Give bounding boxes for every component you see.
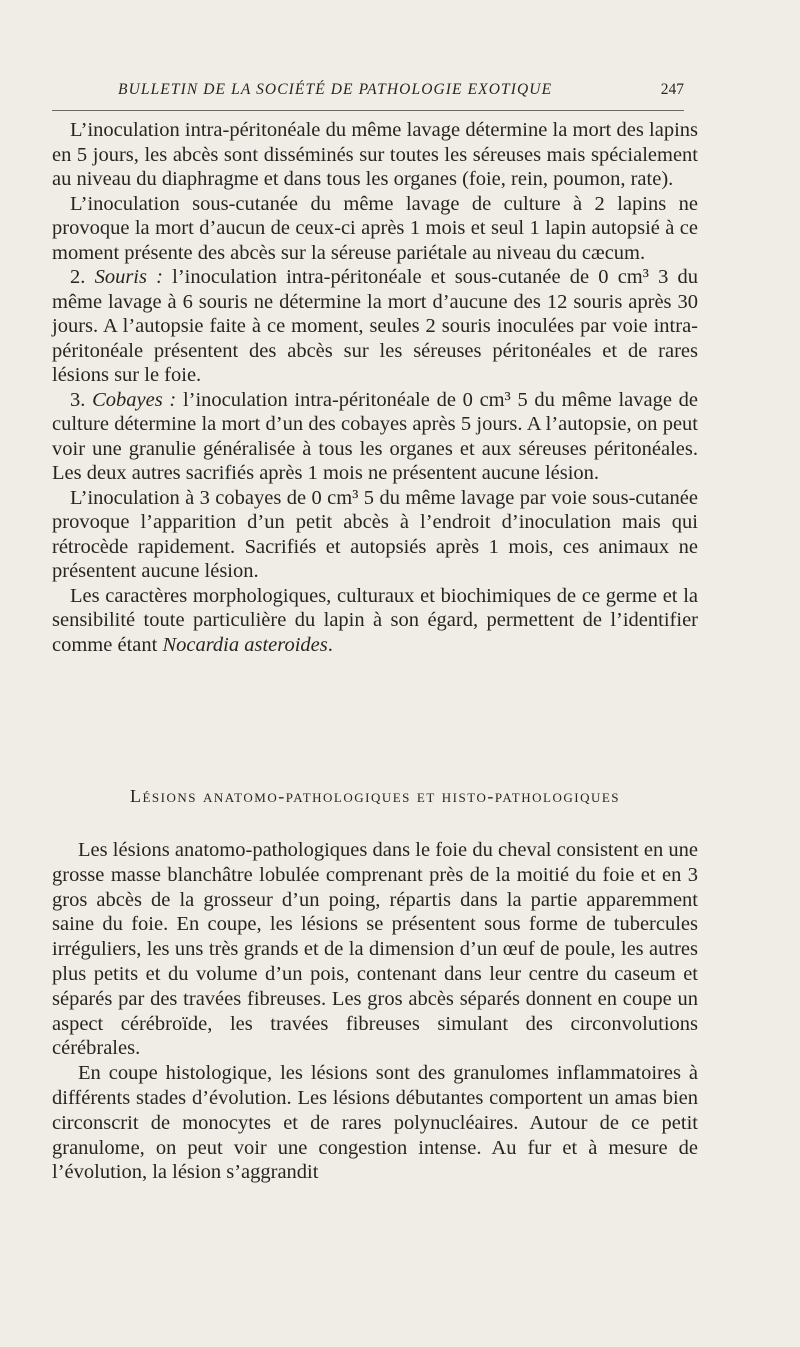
body-text-top: [52, 118, 698, 657]
section-heading: Lésions anatomo-pathologiques et histo-pathologiques: [129, 786, 621, 806]
paragraph-souris: [52, 265, 698, 388]
item-text: l’inoculation intra-péritonéale de 0 cm³ 5 du même lavage de culture détermine la mort d’un des cobayes après 5 jours. A l’autopsie, on peut voir une granulie généralisée à tous les organes et aux séreuses péritonéales. Les deux autres sacrifiés après 1 mois ne présentent aucune lésion.: [52, 388, 698, 484]
running-head: BULLETIN DE LA SOCIÉTÉ DE PATHOLOGIE EXOTIQUE: [118, 81, 553, 98]
paragraph: L’inoculation intra-péritonéale du même lavage détermine la mort des lapins en 5 jours, les abcès sont disséminés sur toutes les séreuses mais spécialement au niveau du diaphragme et dans tous les organes (foie, rein, poumon, rate).: [52, 119, 698, 190]
paragraph: En coupe histologique, les lésions sont des granulomes inflammatoires à différents stades d’évolution. Les lésions débutantes comportent un amas bien circonscrit de monocytes et de rares polynucléaires. Autour de ce petit granulome, on peut voir une congestion intense. Au fur et à mesure de l’évolution, la lésion s’aggrandit: [52, 1062, 698, 1184]
item-number: 2.: [70, 266, 86, 288]
body-text-bottom: [52, 838, 698, 1185]
paragraph: L’inoculation à 3 cobayes de 0 cm³ 5 du même lavage par voie sous-cutanée provoque l’apparition d’un petit abcès à l’endroit d’inoculation mais qui rétrocède rapidement. Sacrifiés et autopsiés après 1 mois, ces animaux ne présentent aucune lésion.: [52, 486, 698, 582]
paragraph-cobayes: [52, 388, 698, 486]
paragraph-conclusion: [52, 584, 698, 658]
item-text: l’inoculation intra-péritonéale et sous-cutanée de 0 cm³ 3 du même lavage à 6 souris ne détermine la mort d’aucune des 12 souris après 30 jours. A l’autopsie faite à ce moment, seules 2 souris inoculées par voie intra-péritonéale présentent des abcès sur les séreuses péritonéales et de rares lésions sur le foie.: [52, 266, 699, 386]
item-label: Cobayes :: [92, 388, 177, 411]
page-number: 247: [660, 81, 684, 98]
item-number: 3.: [70, 388, 86, 411]
paragraph: L’inoculation sous-cutanée du même lavage de culture à 2 lapins ne provoque la mort d’aucun de ceux-ci après 1 mois et seul 1 lapin autopsié à ce moment présente des abcès sur la séreuse pariétale au niveau du cæcum.: [52, 192, 698, 264]
paragraph: Les lésions anatomo-pathologiques dans le foie du cheval consistent en une grosse masse blanchâtre lobulée comprenant près de la moitié du foie et en 3 gros abcès de la grosseur d’un poing, répartis dans la partie apparemment saine du foie. En coupe, les lésions se présentent sous forme de tubercules irréguliers, les uns très grands et de la dimension d’un œuf de poule, les autres plus petits et du volume d’un pois, contenant dans leur centre du caseum et séparés par des travées fibreuses. Les gros abcès séparés donnent en coupe un aspect cérébroïde, les travées fibreuses simulant des circonvolutions cérébrales.: [52, 839, 698, 1060]
conclusion-text: Les caractères morphologiques, culturaux et biochimiques de ce germe et la sensibilité toute particulière du lapin à son égard, permettent de l’identifier comme étant: [52, 584, 698, 656]
item-label: Souris :: [94, 266, 163, 288]
page-header: [52, 76, 684, 111]
conclusion-end: .: [327, 633, 333, 656]
organism-name: Nocardia asteroides: [162, 633, 328, 656]
